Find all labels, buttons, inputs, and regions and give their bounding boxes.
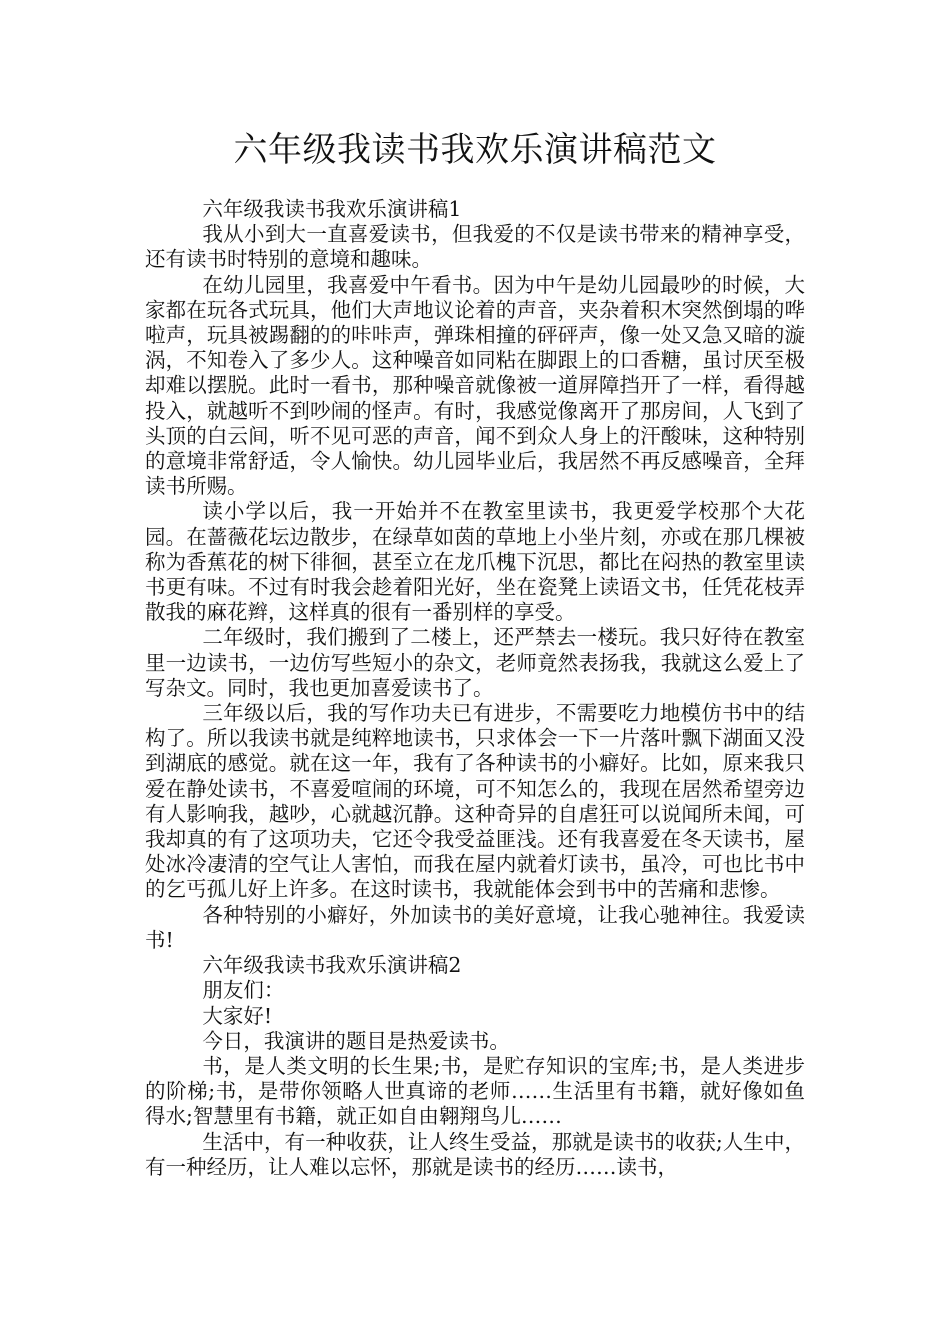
paragraph: 三年级以后，我的写作功夫已有进步，不需要吃力地模仿书中的结构了。所以我读书就是纯粹地读书，只求体会一下一片落叶飘下湖面又没到湖底的感觉。就在这一年，我有了各种读书的小癖好。比如，原来我只爱在静处读书，不喜爱喧闹的环境，可不知怎么的，我现在居然希望旁边有人影响我，越吵，心就越沉静。这种奇异的自虐狂可以说闻所未闻，可我却真的有了这项功夫，它还令我受益匪浅。还有我喜爱在冬天读书，屋处冰冷凄清的空气让人害怕，而我在屋内就着灯读书，虽冷，可也比书中的乞丐孤儿好上许多。在这时读书，我就能体会到书中的苦痛和悲惨。 [145, 701, 805, 902]
paragraph: 生活中，有一种收获，让人终生受益，那就是读书的收获;人生中，有一种经历，让人难以忘怀，那就是读书的经历……读书， [145, 1129, 805, 1179]
paragraph: 今日，我演讲的题目是热爱读书。 [202, 1028, 510, 1053]
document-title: 六年级我读书我欢乐演讲稿范文 [233, 130, 717, 170]
salutation: 朋友们： [202, 978, 285, 1003]
paragraph: 二年级时，我们搬到了二楼上，还严禁去一楼玩。我只好待在教室里一边读书，一边仿写些短小的杂文，老师竟然表扬我，我就这么爱上了写杂文。同时，我也更加喜爱读书了。 [145, 625, 805, 700]
paragraph: 各种特别的小癖好，外加读书的美好意境，让我心驰神往。我爱读书! [145, 902, 805, 952]
paragraph: 在幼儿园里，我喜爱中午看书。因为中午是幼儿园最吵的时候，大家都在玩各式玩具，他们大声地议论着的声音，夹杂着积木突然倒塌的哗啦声，玩具被踢翻的的咔咔声，弹珠相撞的砰砰声，像一处又急又暗的漩涡，不知卷入了多少人。这种噪音如同粘在脚跟上的口香糖，虽讨厌至极却难以摆脱。此时一看书，那种噪音就像被一道屏障挡开了一样，看得越投入，就越听不到吵闹的怪声。有时，我感觉像离开了那房间，人飞到了头顶的白云间，听不见可恶的声音，闻不到众人身上的汗酸味，这种特别的意境非常舒适，令人愉快。幼儿园毕业后，我居然不再反感噪音，全拜读书所赐。 [145, 272, 805, 499]
section-heading-2: 六年级我读书我欢乐演讲稿2 [202, 953, 462, 978]
greeting: 大家好! [202, 1003, 273, 1028]
document-body [145, 197, 805, 1180]
paragraph: 读小学以后，我一开始并不在教室里读书，我更爱学校那个大花园。在蔷薇花坛边散步，在绿草如茵的草地上小坐片刻，亦或在那几棵被称为香蕉花的树下徘徊，甚至立在龙爪槐下沉思，都比在闷热的教室里读书更有味。不过有时我会趁着阳光好，坐在瓷凳上读语文书，任凭花枝弄散我的麻花辫，这样真的很有一番别样的享受。 [145, 499, 805, 625]
paragraph: 我从小到大一直喜爱读书，但我爱的不仅是读书带来的精神享受，还有读书时特别的意境和趣味。 [145, 222, 805, 272]
paragraph: 书，是人类文明的长生果;书，是贮存知识的宝库;书，是人类进步的阶梯;书，是带你领略人世真谛的老师……生活里有书籍，就好像如鱼得水;智慧里有书籍，就正如自由翱翔鸟儿…… [145, 1053, 805, 1129]
section-heading-1: 六年级我读书我欢乐演讲稿1 [202, 197, 462, 221]
